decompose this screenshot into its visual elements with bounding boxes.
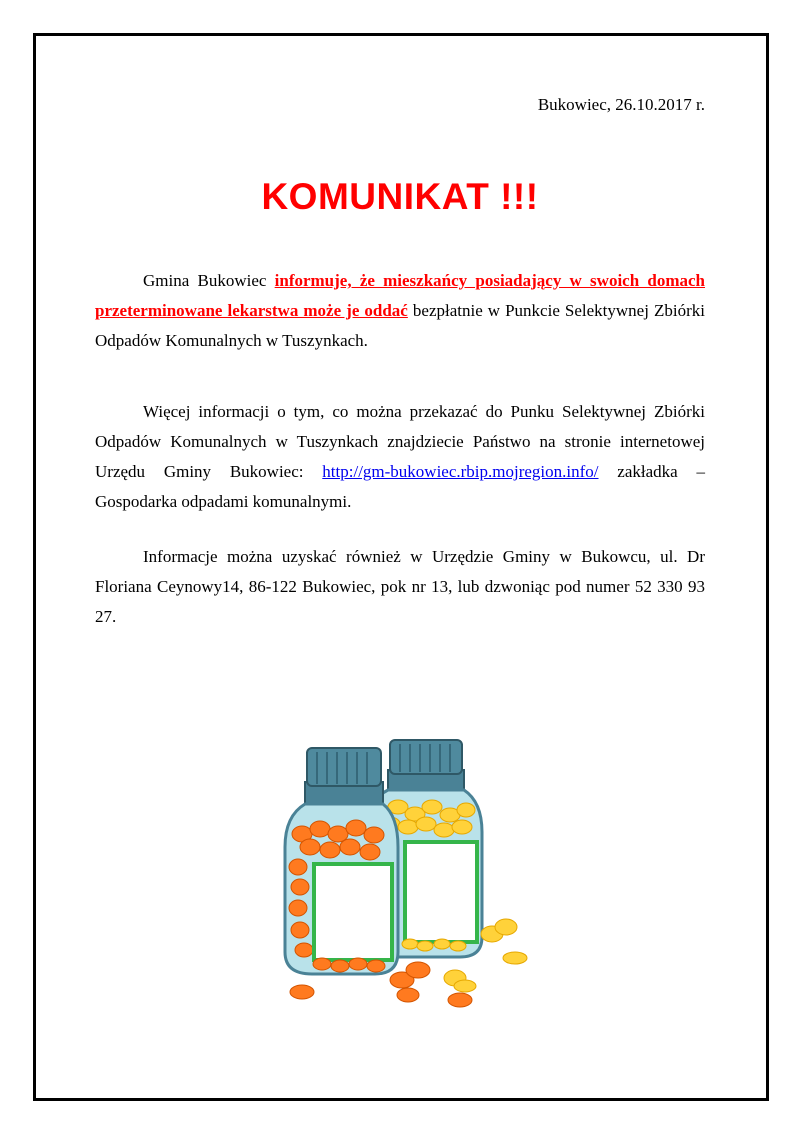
- paragraph-contact: Informacje można uzyskać również w Urzędzie Gminy w Bukowcu, ul. Dr Floriana Ceynowy14, 86-122 Bukowiec, pok nr 13, lub dzwoniąc pod numer 52 330 93 27.: [95, 547, 705, 626]
- medicine-bottles-icon: [270, 712, 540, 1012]
- announcement-intro: Gmina Bukowiec: [143, 271, 275, 290]
- more-info-text: Więcej informacji o tym, co można przekazać do Punku Selektywnej Zbiórki Odpadów Komunalnych w Tuszynkach znajdziecie Państwo na stronie internetowej Urzędu Gminy Bukowiec:: [95, 402, 705, 481]
- announcement-highlight: informuje, że mieszkańcy posiadający w swoich domach przeterminowane lekarstwa może je oddać: [95, 271, 705, 320]
- announcement-rest: bezpłatnie w Punkcie Selektywnej Zbiórki Odpadów Komunalnych w Tuszynkach.: [95, 301, 705, 350]
- website-link[interactable]: http://gm-bukowiec.rbip.mojregion.info/: [322, 462, 599, 481]
- paragraph-announcement: [95, 266, 705, 356]
- document-date: Bukowiec, 26.10.2017 r.: [537, 95, 705, 114]
- page-title: KOMUNIKAT !!!: [261, 176, 539, 217]
- orange-bottle: [285, 748, 398, 974]
- more-info-tab: zakładka – Gospodarka odpadami komunalnymi.: [95, 462, 706, 511]
- paragraph-more-info: [95, 397, 705, 517]
